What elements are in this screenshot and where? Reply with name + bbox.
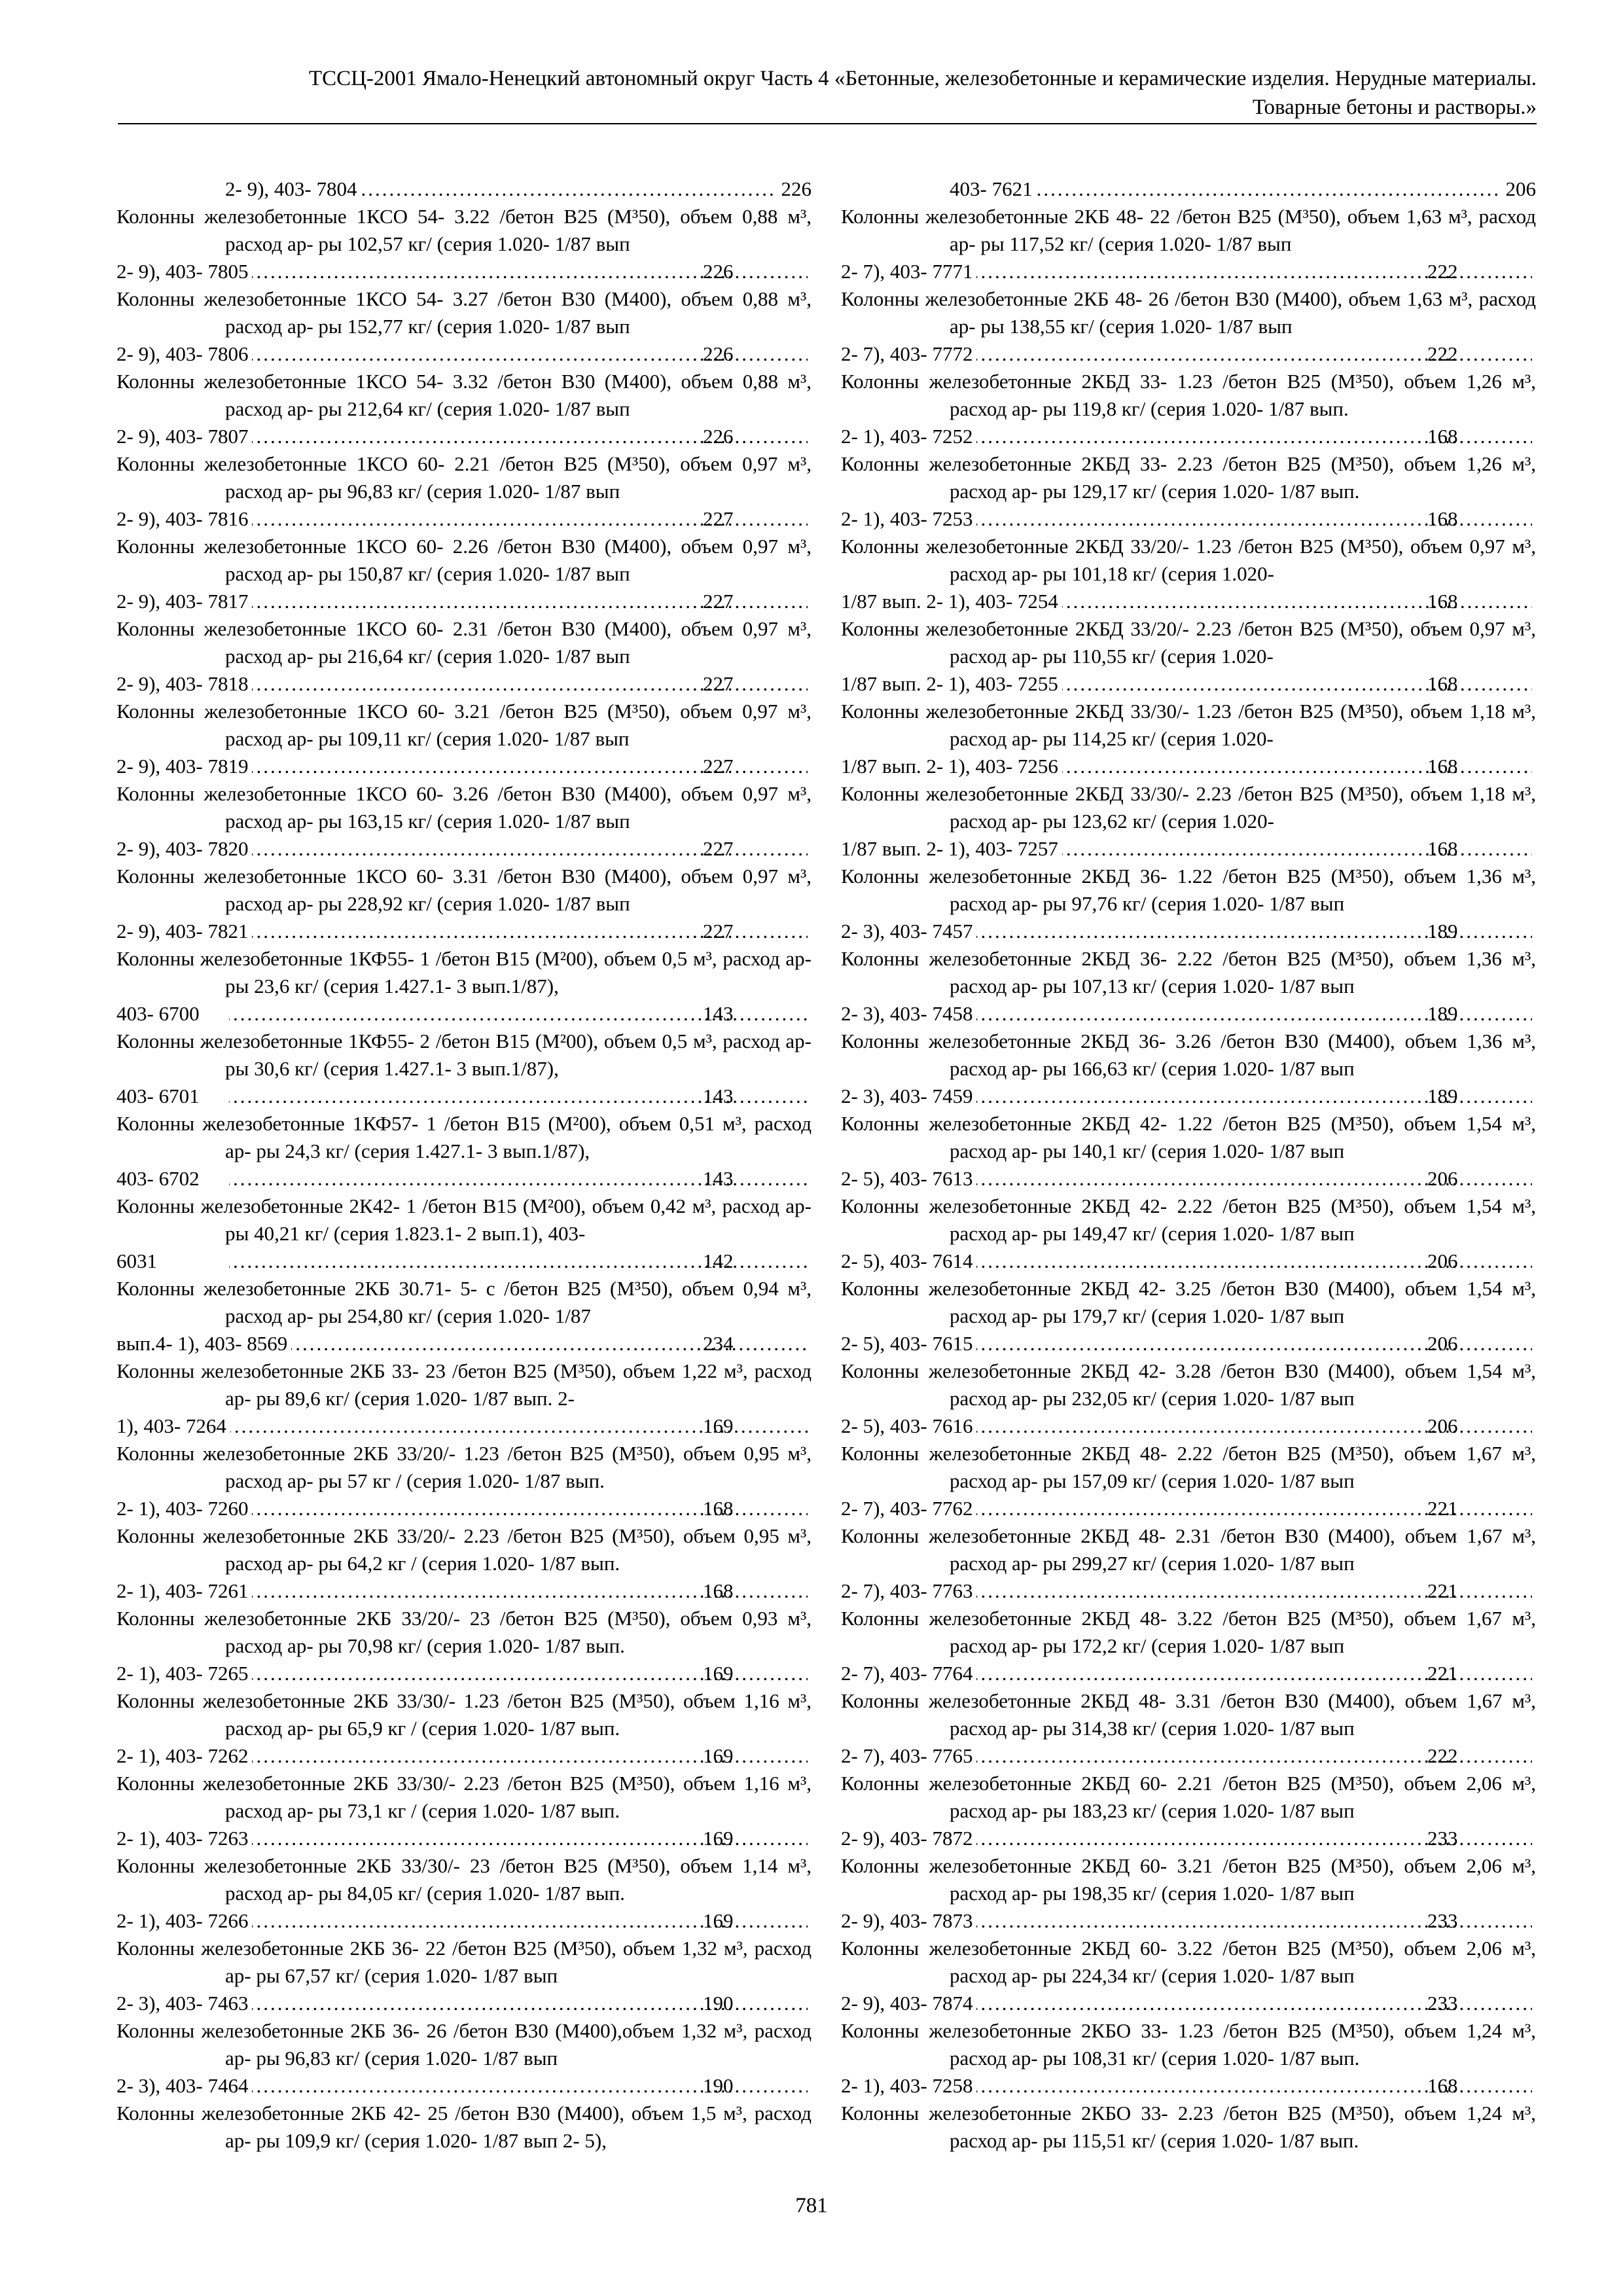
entry-last-line: 403- 6702 ..... 143 — [225, 1165, 812, 1193]
entry-code: 2- 9), 403- 7817 — [116, 590, 249, 613]
index-entry — [841, 1028, 1536, 1110]
entry-last-line — [950, 175, 1536, 203]
entry-last-line: 2- 7), 403- 7772 ..... 222 — [950, 340, 1536, 368]
entry-last-line: 1/87 вып. 2- 1), 403- 7257 ..... 168 — [950, 835, 1536, 863]
index-entry — [841, 285, 1536, 368]
entry-text: Колонны железобетонные 2КБ 30.71- 5- с /бетон В25 (М³50), объем 0,94 м³, расход ар- ры 254,80 кг/ (серия 1.020- 1/87 — [116, 1277, 812, 1327]
index-entry — [116, 863, 812, 945]
entry-code: 2- 1), 403- 7260 — [116, 1497, 249, 1520]
entry-text: Колонны железобетонные 2К42- 1 /бетон В15 (М²00), объем 0,42 м³, расход ар- ры 40,21 кг/ (серия 1.823.1- 2 вып.1), 403- — [116, 1194, 812, 1245]
entry-last-line: 2- 9), 403- 7819 ..... 227 — [225, 753, 812, 780]
index-entry — [116, 615, 812, 698]
entry-last-line: 2- 9), 403- 7820 ..... 227 — [225, 835, 812, 863]
entry-code: 2- 9), 403- 7819 — [116, 755, 249, 778]
entry-last-line: 403- 6701 ..... 143 — [225, 1083, 812, 1110]
entry-last-line: 2- 5), 403- 7614 ..... 206 — [950, 1247, 1536, 1275]
entry-last-line: 2- 9), 403- 7816 ..... 227 — [225, 505, 812, 533]
entry-last-line: 2- 7), 403- 7765 ..... 222 — [950, 1742, 1536, 1770]
entry-text: Колонны железобетонные 2КБ 36- 22 /бетон В25 (М³50), объем 1,32 м³, расход ар- ры 67,57 кг/ (серия 1.020- 1/87 вып — [116, 1937, 812, 1987]
entry-page-ref: 206 — [1505, 177, 1536, 200]
entry-last-line: 2- 7), 403- 7764 ..... 221 — [950, 1660, 1536, 1687]
index-entry — [116, 1605, 812, 1687]
entry-text: Колонны железобетонные 1КСО 54- 3.27 /бетон В30 (М400), объем 0,88 м³, расход ар- ры 152,77 кг/ (серия 1.020- 1/87 вып — [116, 287, 812, 338]
index-entry — [116, 1110, 812, 1193]
entry-code: 1/87 вып. 2- 1), 403- 7256 — [841, 755, 1058, 778]
index-entry — [841, 1110, 1536, 1193]
index-entry — [116, 2017, 812, 2100]
entry-last-line: 2- 5), 403- 7615 ..... 206 — [950, 1330, 1536, 1357]
entry-last-line: 6031 ..... 142 — [225, 1247, 812, 1275]
entry-last-line: 2- 7), 403- 7771 ..... 222 — [950, 258, 1536, 285]
entry-code: 2- 1), 403- 7253 — [841, 507, 973, 530]
entry-code: 2- 5), 403- 7614 — [841, 1249, 973, 1272]
entry-last-line: 2- 3), 403- 7458 ..... 189 — [950, 1000, 1536, 1028]
index-entry — [841, 203, 1536, 285]
entry-code: 2- 1), 403- 7258 — [841, 2074, 973, 2097]
index-entry — [841, 175, 1536, 203]
entry-text: Колонны железобетонные 2КБД 33- 2.23 /бетон В25 (М³50), объем 1,26 м³, расход ар- ры 129,17 кг/ (серия 1.020- 1/87 вып. — [841, 452, 1536, 503]
entry-text: Колонны железобетонные 2КБД 33/30/- 1.23 /бетон В25 (М³50), объем 1,18 м³, расход ар- ры 114,25 кг/ (серия 1.020- — [841, 700, 1536, 750]
index-entry — [116, 1193, 812, 1275]
index-entry — [841, 945, 1536, 1028]
index-entry — [841, 1193, 1536, 1275]
index-entry — [841, 2100, 1536, 2155]
entry-text: Колонны железобетонные 2КБД 42- 2.22 /бетон В25 (М³50), объем 1,54 м³, расход ар- ры 149,47 кг/ (серия 1.020- 1/87 вып — [841, 1194, 1536, 1245]
entry-last-line: 2- 9), 403- 7817 ..... 227 — [225, 588, 812, 615]
dot-leader — [1062, 753, 1532, 780]
entry-code: вып.4- 1), 403- 8569 — [116, 1332, 288, 1355]
entry-text: Колонны железобетонные 2КБО 33- 2.23 /бетон В25 (М³50), объем 1,24 м³, расход ар- ры 115,51 кг/ (серия 1.020- 1/87 вып. — [841, 2102, 1536, 2152]
entry-text: Колонны железобетонные 2КБД 48- 3.31 /бетон В30 (М400), объем 1,67 м³, расход ар- ры 314,38 кг/ (серия 1.020- 1/87 вып — [841, 1689, 1536, 1740]
running-header — [118, 64, 1537, 122]
entry-code: 2- 9), 403- 7804 — [225, 177, 357, 200]
header-line-1: ТССЦ-2001 Ямало-Ненецкий автономный округ Часть 4 «Бетонные, железобетонные и керамические изделия. Нерудные материалы. — [308, 67, 1537, 90]
entry-text: Колонны железобетонные 2КБД 60- 3.22 /бетон В25 (М³50), объем 2,06 м³, расход ар- ры 224,34 кг/ (серия 1.020- 1/87 вып — [841, 1937, 1536, 1987]
index-entry — [116, 1522, 812, 1605]
index-entry — [116, 1440, 812, 1522]
entry-code: 2- 5), 403- 7615 — [841, 1332, 973, 1355]
index-entry — [841, 533, 1536, 615]
entry-text: Колонны железобетонные 2КБ 36- 26 /бетон В30 (М400),объем 1,32 м³, расход ар- ры 96,83 кг/ (серия 1.020- 1/87 вып — [116, 2019, 812, 2070]
entry-text: Колонны железобетонные 1КСО 60- 2.31 /бетон В30 (М400), объем 0,97 м³, расход ар- ры 216,64 кг/ (серия 1.020- 1/87 вып — [116, 617, 812, 668]
entry-text: Колонны железобетонные 2КБД 36- 1.22 /бетон В25 (М³50), объем 1,36 м³, расход ар- ры 97,76 кг/ (серия 1.020- 1/87 вып — [841, 865, 1536, 915]
entry-code: 2- 9), 403- 7874 — [841, 1992, 973, 2015]
dot-leader — [1037, 175, 1502, 203]
entry-code: 2- 1), 403- 7265 — [116, 1662, 249, 1685]
entry-text: Колонны железобетонные 2КБД 33/20/- 2.23 /бетон В25 (М³50), объем 0,97 м³, расход ар- ры 110,55 кг/ (серия 1.020- — [841, 617, 1536, 668]
entry-text: Колонны железобетонные 1КСО 60- 3.31 /бетон В30 (М400), объем 0,97 м³, расход ар- ры 228,92 кг/ (серия 1.020- 1/87 вып — [116, 865, 812, 915]
index-entry — [841, 450, 1536, 533]
entry-last-line: 2- 3), 403- 7464 ..... 190 — [225, 2072, 812, 2100]
entry-code: 2- 9), 403- 7805 — [116, 260, 249, 283]
dot-leader — [1062, 835, 1532, 863]
index-entry — [116, 1028, 812, 1110]
index-entry — [116, 203, 812, 285]
entry-text: Колонны железобетонные 1КСО 60- 3.21 /бетон В25 (М³50), объем 0,97 м³, расход ар- ры 109,11 кг/ (серия 1.020- 1/87 вып — [116, 700, 812, 750]
entry-code: 2- 9), 403- 7816 — [116, 507, 249, 530]
index-entry — [841, 1357, 1536, 1440]
entry-last-line: 2- 7), 403- 7763 ..... 221 — [950, 1577, 1536, 1605]
entry-code: 1/87 вып. 2- 1), 403- 7254 — [841, 590, 1058, 613]
entry-code: 2- 3), 403- 7458 — [841, 1002, 973, 1025]
entry-text: Колонны железобетонные 2КБД 60- 3.21 /бетон В25 (М³50), объем 2,06 м³, расход ар- ры 198,35 кг/ (серия 1.020- 1/87 вып — [841, 1854, 1536, 1905]
entry-text: Колонны железобетонные 2КБД 48- 3.22 /бетон В25 (М³50), объем 1,67 м³, расход ар- ры 172,2 кг/ (серия 1.020- 1/87 вып — [841, 1607, 1536, 1657]
entry-last-line: 2- 9), 403- 7874 ..... 233 — [950, 1990, 1536, 2017]
entry-code: 2- 1), 403- 7252 — [841, 425, 973, 448]
entry-last-line: 403- 6700 ..... 143 — [225, 1000, 812, 1028]
index-entry — [841, 863, 1536, 945]
index-entry — [841, 1440, 1536, 1522]
entry-text: Колонны железобетонные 2КБД 42- 3.25 /бетон В30 (М400), объем 1,54 м³, расход ар- ры 179,7 кг/ (серия 1.020- 1/87 вып — [841, 1277, 1536, 1327]
index-entry — [841, 1605, 1536, 1687]
entry-code: 2- 3), 403- 7463 — [116, 1992, 249, 2015]
entry-code: 2- 9), 403- 7872 — [841, 1827, 973, 1850]
entry-code: 2- 9), 403- 7820 — [116, 837, 249, 860]
entry-code: 2- 1), 403- 7266 — [116, 1909, 249, 1932]
entry-last-line: 2- 1), 403- 7266 ..... 169 — [225, 1907, 812, 1935]
header-rule — [118, 123, 1537, 124]
entry-last-line: 1), 403- 7264 ..... 169 — [225, 1412, 812, 1440]
entry-last-line: 2- 1), 403- 7258 ..... 168 — [950, 2072, 1536, 2100]
index-entry — [841, 2017, 1536, 2100]
entry-code: 2- 3), 403- 7459 — [841, 1085, 973, 1107]
entry-text: Колонны железобетонные 1КСО 60- 3.26 /бетон В30 (М400), объем 0,97 м³, расход ар- ры 163,15 кг/ (серия 1.020- 1/87 вып — [116, 782, 812, 833]
entry-text: Колонны железобетонные 2КБ 33/20/- 2.23 /бетон В25 (М³50), объем 0,95 м³, расход ар- ры 64,2 кг / (серия 1.020- 1/87 вып. — [116, 1524, 812, 1575]
index-entry — [841, 1522, 1536, 1605]
entry-text: Колонны железобетонные 2КБ 48- 26 /бетон В30 (М400), объем 1,63 м³, расход ар- ры 138,55 кг/ (серия 1.020- 1/87 вып — [841, 287, 1536, 338]
entry-text: Колонны железобетонные 2КБ 33- 23 /бетон В25 (М³50), объем 1,22 м³, расход ар- ры 89,6 кг/ (серия 1.020- 1/87 вып. 2- — [116, 1359, 812, 1410]
entry-text: Колонны железобетонные 2КБД 36- 3.26 /бетон В30 (М400), объем 1,36 м³, расход ар- ры 166,63 кг/ (серия 1.020- 1/87 вып — [841, 1030, 1536, 1080]
entry-text: Колонны железобетонные 2КБД 33/30/- 2.23 /бетон В25 (М³50), объем 1,18 м³, расход ар- ры 123,62 кг/ (серия 1.020- — [841, 782, 1536, 833]
entry-last-line: 2- 9), 403- 7821 ..... 227 — [225, 918, 812, 945]
entry-code: 2- 7), 403- 7763 — [841, 1579, 973, 1602]
index-entry — [116, 285, 812, 368]
index-entry — [116, 945, 812, 1028]
index-entry — [116, 450, 812, 533]
dot-leader — [1062, 670, 1532, 698]
entry-text: Колонны железобетонные 2КБД 48- 2.31 /бетон В30 (М400), объем 1,67 м³, расход ар- ры 299,27 кг/ (серия 1.020- 1/87 вып — [841, 1524, 1536, 1575]
index-entry — [841, 368, 1536, 450]
entry-text: Колонны железобетонные 2КБ 33/30/- 23 /бетон В25 (М³50), объем 1,14 м³, расход ар- ры 84,05 кг/ (серия 1.020- 1/87 вып. — [116, 1854, 812, 1905]
entry-code: 2- 7), 403- 7762 — [841, 1497, 973, 1520]
entry-last-line: 2- 9), 403- 7873 ..... 233 — [950, 1907, 1536, 1935]
left-column — [116, 175, 812, 2155]
entry-code: 1/87 вып. 2- 1), 403- 7257 — [841, 837, 1058, 860]
index-entry — [841, 1275, 1536, 1357]
entry-code: 2- 9), 403- 7818 — [116, 672, 249, 695]
entry-text: Колонны железобетонные 1КСО 54- 3.32 /бетон В30 (М400), объем 0,88 м³, расход ар- ры 212,64 кг/ (серия 1.020- 1/87 вып — [116, 370, 812, 420]
entry-last-line: 2- 3), 403- 7463 ..... 190 — [225, 1990, 812, 2017]
index-entry — [841, 1852, 1536, 1935]
entry-last-line: 2- 1), 403- 7263 ..... 169 — [225, 1825, 812, 1852]
entry-text: Колонны железобетонные 2КБ 42- 25 /бетон В30 (М400), объем 1,5 м³, расход ар- ры 109,9 кг/ (серия 1.020- 1/87 вып 2- 5), — [116, 2102, 812, 2152]
entry-last-line: 2- 1), 403- 7260 ..... 168 — [225, 1495, 812, 1522]
index-entry — [116, 368, 812, 450]
entry-text: Колонны железобетонные 2КБО 33- 1.23 /бетон В25 (М³50), объем 1,24 м³, расход ар- ры 108,31 кг/ (серия 1.020- 1/87 вып. — [841, 2019, 1536, 2070]
entry-last-line: 2- 5), 403- 7616 ..... 206 — [950, 1412, 1536, 1440]
entry-last-line: 1/87 вып. 2- 1), 403- 7256 ..... 168 — [950, 753, 1536, 780]
index-entry — [841, 1935, 1536, 2017]
entry-last-line: 2- 9), 403- 7818 ..... 227 — [225, 670, 812, 698]
dot-leader — [361, 175, 777, 203]
entry-last-line: 2- 1), 403- 7253 ..... 168 — [950, 505, 1536, 533]
entry-text: Колонны железобетонные 1КФ55- 2 /бетон В15 (М²00), объем 0,5 м³, расход ар- ры 30,6 кг/ (серия 1.427.1- 3 вып.1/87), — [116, 1030, 812, 1080]
dot-leader — [1062, 588, 1532, 615]
index-entry — [116, 1770, 812, 1852]
index-entry — [116, 1852, 812, 1935]
entry-text: Колонны железобетонные 1КСО 60- 2.26 /бетон В30 (М400), объем 0,97 м³, расход ар- ры 150,87 кг/ (серия 1.020- 1/87 вып — [116, 535, 812, 585]
entry-text: Колонны железобетонные 2КБД 33/20/- 1.23 /бетон В25 (М³50), объем 0,97 м³, расход ар- ры 101,18 кг/ (серия 1.020- — [841, 535, 1536, 585]
entry-code: 2- 7), 403- 7771 — [841, 260, 973, 283]
index-entry — [116, 175, 812, 203]
entry-last-line: 2- 1), 403- 7261 ..... 168 — [225, 1577, 812, 1605]
entry-last-line: 1/87 вып. 2- 1), 403- 7255 ..... 168 — [950, 670, 1536, 698]
entry-code: 2- 5), 403- 7613 — [841, 1167, 973, 1190]
entry-last-line: 2- 1), 403- 7252 ..... 168 — [950, 423, 1536, 450]
index-entry — [116, 533, 812, 615]
entry-last-line: 2- 9), 403- 7807 ..... 226 — [225, 423, 812, 450]
entry-text: Колонны железобетонные 2КБД 33- 1.23 /бетон В25 (М³50), объем 1,26 м³, расход ар- ры 119,8 кг/ (серия 1.020- 1/87 вып. — [841, 370, 1536, 420]
entry-last-line: 2- 9), 403- 7805 ..... 226 — [225, 258, 812, 285]
entry-last-line: 2- 1), 403- 7262 ..... 169 — [225, 1742, 812, 1770]
entry-text: Колонны железобетонные 2КБ 33/30/- 2.23 /бетон В25 (М³50), объем 1,16 м³, расход ар- ры 73,1 кг / (серия 1.020- 1/87 вып. — [116, 1772, 812, 1822]
entry-text: Колонны железобетонные 2КБ 48- 22 /бетон В25 (М³50), объем 1,63 м³, расход ар- ры 117,52 кг/ (серия 1.020- 1/87 вып — [841, 205, 1536, 255]
index-entry — [116, 1275, 812, 1357]
entry-text: Колонны железобетонные 1КФ57- 1 /бетон В15 (М²00), объем 0,51 м³, расход ар- ры 24,3 кг/ (серия 1.427.1- 3 вып.1/87), — [116, 1112, 812, 1162]
entry-code: 2- 1), 403- 7261 — [116, 1579, 249, 1602]
entry-text: Колонны железобетонные 2КБ 33/20/- 23 /бетон В25 (М³50), объем 0,93 м³, расход ар- ры 70,98 кг/ (серия 1.020- 1/87 вып. — [116, 1607, 812, 1657]
entry-code: 1/87 вып. 2- 1), 403- 7255 — [841, 672, 1058, 695]
entry-last-line: 2- 9), 403- 7872 ..... 233 — [950, 1825, 1536, 1852]
index-entry — [841, 698, 1536, 780]
index-entry — [841, 1770, 1536, 1852]
index-entry — [116, 780, 812, 863]
index-entry — [116, 1357, 812, 1440]
entry-code: 1), 403- 7264 — [116, 1414, 226, 1437]
index-entry — [116, 698, 812, 780]
entry-code: 2- 1), 403- 7263 — [116, 1827, 249, 1850]
index-entry — [116, 1935, 812, 2017]
entry-text: Колонны железобетонные 1КФ55- 1 /бетон В15 (М²00), объем 0,5 м³, расход ар- ры 23,6 кг/ (серия 1.427.1- 3 вып.1/87), — [116, 947, 812, 997]
entry-text: Колонны железобетонные 2КБД 42- 1.22 /бетон В25 (М³50), объем 1,54 м³, расход ар- ры 140,1 кг/ (серия 1.020- 1/87 вып — [841, 1112, 1536, 1162]
entry-code: 2- 1), 403- 7262 — [116, 1744, 249, 1767]
page-number: 781 — [795, 2194, 828, 2217]
entry-code: 2- 9), 403- 7806 — [116, 342, 249, 365]
entry-last-line: 2- 5), 403- 7613 ..... 206 — [950, 1165, 1536, 1193]
entry-last-line: вып.4- 1), 403- 8569 ..... 234 — [225, 1330, 812, 1357]
entry-last-line: 2- 1), 403- 7265 ..... 169 — [225, 1660, 812, 1687]
entry-code: 403- 7621 — [950, 177, 1033, 200]
index-entry — [116, 2100, 812, 2155]
entry-text: Колонны железобетонные 2КБД 42- 3.28 /бетон В30 (М400), объем 1,54 м³, расход ар- ры 232,05 кг/ (серия 1.020- 1/87 вып — [841, 1359, 1536, 1410]
entry-last-line: 2- 3), 403- 7457 ..... 189 — [950, 918, 1536, 945]
entry-page-ref: 226 — [781, 177, 812, 200]
entry-code: 2- 9), 403- 7807 — [116, 425, 249, 448]
index-entry — [116, 1687, 812, 1770]
index-entry — [841, 615, 1536, 698]
entry-code: 2- 7), 403- 7764 — [841, 1662, 973, 1685]
entry-code: 2- 7), 403- 7772 — [841, 342, 973, 365]
entry-text: Колонны железобетонные 2КБ 33/30/- 1.23 /бетон В25 (М³50), объем 1,16 м³, расход ар- ры 65,9 кг / (серия 1.020- 1/87 вып. — [116, 1689, 812, 1740]
entry-code: 2- 9), 403- 7821 — [116, 920, 249, 942]
entry-text: Колонны железобетонные 2КБД 48- 2.22 /бетон В25 (М³50), объем 1,67 м³, расход ар- ры 157,09 кг/ (серия 1.020- 1/87 вып — [841, 1442, 1536, 1492]
entry-last-line — [225, 175, 812, 203]
index-entry — [841, 780, 1536, 863]
entry-text: Колонны железобетонные 1КСО 60- 2.21 /бетон В25 (М³50), объем 0,97 м³, расход ар- ры 96,83 кг/ (серия 1.020- 1/87 вып — [116, 452, 812, 503]
entry-code: 2- 5), 403- 7616 — [841, 1414, 973, 1437]
entry-text: Колонны железобетонные 1КСО 54- 3.22 /бетон В25 (М³50), объем 0,88 м³, расход ар- ры 102,57 кг/ (серия 1.020- 1/87 вып — [116, 205, 812, 255]
entry-last-line: 2- 3), 403- 7459 ..... 189 — [950, 1083, 1536, 1110]
entry-text: Колонны железобетонные 2КБД 60- 2.21 /бетон В25 (М³50), объем 2,06 м³, расход ар- ры 183,23 кг/ (серия 1.020- 1/87 вып — [841, 1772, 1536, 1822]
header-line-2: Товарные бетоны и растворы.» — [1252, 96, 1537, 119]
entry-code: 2- 7), 403- 7765 — [841, 1744, 973, 1767]
right-column — [841, 175, 1536, 2155]
index-entry — [841, 1687, 1536, 1770]
entry-code: 2- 3), 403- 7464 — [116, 2074, 249, 2097]
entry-last-line: 2- 9), 403- 7806 ..... 226 — [225, 340, 812, 368]
entry-last-line: 2- 7), 403- 7762 ..... 221 — [950, 1495, 1536, 1522]
entry-text: Колонны железобетонные 2КБД 36- 2.22 /бетон В25 (М³50), объем 1,36 м³, расход ар- ры 107,13 кг/ (серия 1.020- 1/87 вып — [841, 947, 1536, 997]
entry-code: 2- 9), 403- 7873 — [841, 1909, 973, 1932]
entry-text: Колонны железобетонные 2КБ 33/20/- 1.23 /бетон В25 (М³50), объем 0,95 м³, расход ар- ры 57 кг / (серия 1.020- 1/87 вып. — [116, 1442, 812, 1492]
entry-last-line: 1/87 вып. 2- 1), 403- 7254 ..... 168 — [950, 588, 1536, 615]
entry-code: 2- 3), 403- 7457 — [841, 920, 973, 942]
